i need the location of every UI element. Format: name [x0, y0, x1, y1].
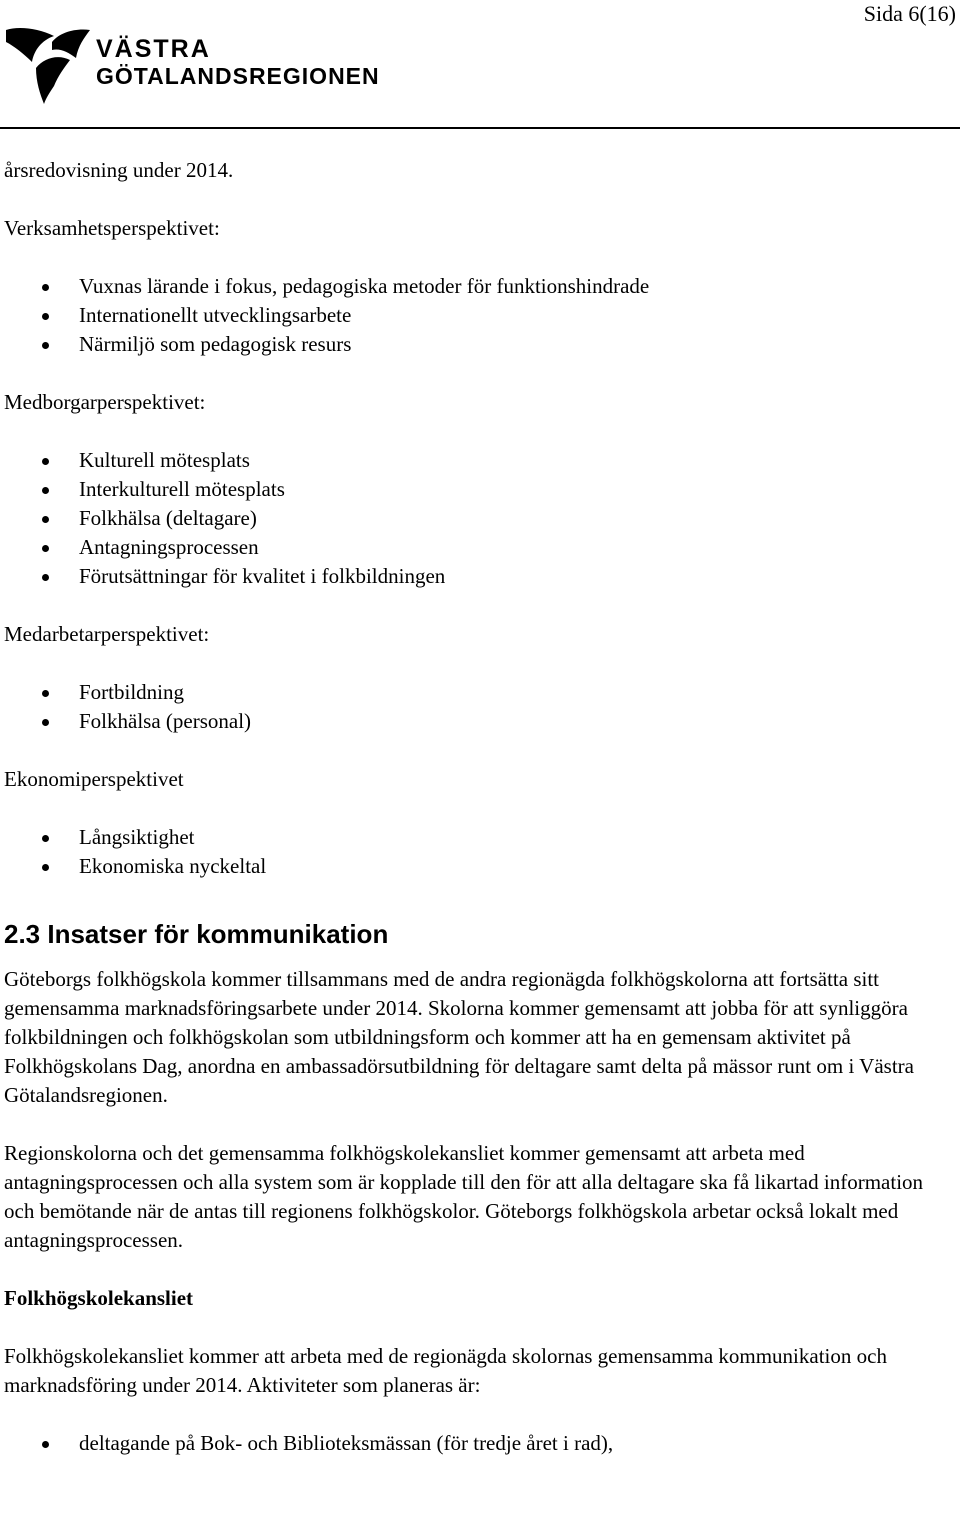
- bullet-icon: [42, 516, 49, 523]
- list-item: Folkhälsa (deltagare): [4, 504, 954, 533]
- section-heading-medborgar: Medborgarperspektivet:: [4, 390, 206, 414]
- section-heading-ekonomi: Ekonomiperspektivet: [4, 767, 184, 791]
- list-item: deltagande på Bok- och Biblioteksmässan (för tredje året i rad),: [4, 1429, 954, 1458]
- list-item: Kulturell mötesplats: [4, 446, 954, 475]
- vastra-gotalandsregionen-logo: [4, 24, 384, 108]
- bullet-list-ekonomi: [4, 823, 954, 881]
- paragraph-communication: Göteborgs folkhögskola kommer tillsammans med de andra regionägda folkhögskolorna att fortsätta sitt gemensamma marknadsföringsarbete under 2014. Skolorna kommer gemensamt att jobba för att synliggöra folkbildningen och folkhögskolan som utbildningsform och kommer att ha en gemensam aktivitet på Folkhögskolans Dag, anordna en ambassadörsutbildning för deltagare samt delta på mässor runt om i Västra Götalandsregionen.: [4, 967, 914, 1107]
- list-item: Fortbildning: [4, 678, 954, 707]
- bullet-list-medarbetar: [4, 678, 954, 736]
- bullet-icon: [42, 313, 49, 320]
- bullet-icon: [42, 574, 49, 581]
- list-item: Internationellt utvecklingsarbete: [4, 301, 954, 330]
- section-heading-verksamhet: Verksamhetsperspektivet:: [4, 216, 220, 240]
- bullet-icon: [42, 864, 49, 871]
- subheading: Folkhögskolekansliet: [4, 1286, 194, 1310]
- logo-emblem-icon: [6, 28, 90, 104]
- bullet-list-activities: [4, 1429, 954, 1458]
- paragraph-admission: Regionskolorna och det gemensamma folkhögskolekansliet kommer gemensamt att arbeta med antagningsprocessen och alla system som är kopplade till den för att alla deltagare ska få likartad information och bemötande när de antas till regionens folkhögskolor. Göteborgs folkhögskola arbetar också lokalt med antagningsprocessen.: [4, 1141, 924, 1252]
- bullet-list-verksamhet: [4, 272, 954, 359]
- list-item: Förutsättningar för kvalitet i folkbildningen: [4, 562, 954, 591]
- list-item: Långsiktighet: [4, 823, 954, 852]
- bullet-list-medborgar: [4, 446, 954, 591]
- intro-line: årsredovisning under 2014.: [4, 158, 234, 182]
- logo-text-line2: GÖTALANDSREGIONEN: [96, 63, 380, 89]
- bullet-icon: [42, 342, 49, 349]
- list-item: Antagningsprocessen: [4, 533, 954, 562]
- document-body: [4, 156, 954, 1487]
- logo-text-line1: VÄSTRA: [96, 35, 211, 63]
- list-item: Vuxnas lärande i fokus, pedagogiska metoder för funktionshindrade: [4, 272, 954, 301]
- section-title: 2.3 Insatser för kommunikation: [4, 919, 389, 949]
- bullet-icon: [42, 719, 49, 726]
- bullet-icon: [42, 487, 49, 494]
- bullet-icon: [42, 284, 49, 291]
- bullet-icon: [42, 458, 49, 465]
- bullet-icon: [42, 1441, 49, 1448]
- page-number: Sida 6(16): [863, 1, 956, 26]
- header-divider: [0, 127, 960, 129]
- paragraph-kansliet: Folkhögskolekansliet kommer att arbeta med de regionägda skolornas gemensamma kommunikation och marknadsföring under 2014. Aktiviteter som planeras är:: [4, 1344, 887, 1397]
- section-heading-medarbetar: Medarbetarperspektivet:: [4, 622, 210, 646]
- bullet-icon: [42, 545, 49, 552]
- bullet-icon: [42, 835, 49, 842]
- list-item: Ekonomiska nyckeltal: [4, 852, 954, 881]
- list-item: Interkulturell mötesplats: [4, 475, 954, 504]
- list-item: Folkhälsa (personal): [4, 707, 954, 736]
- list-item: Närmiljö som pedagogisk resurs: [4, 330, 954, 359]
- bullet-icon: [42, 690, 49, 697]
